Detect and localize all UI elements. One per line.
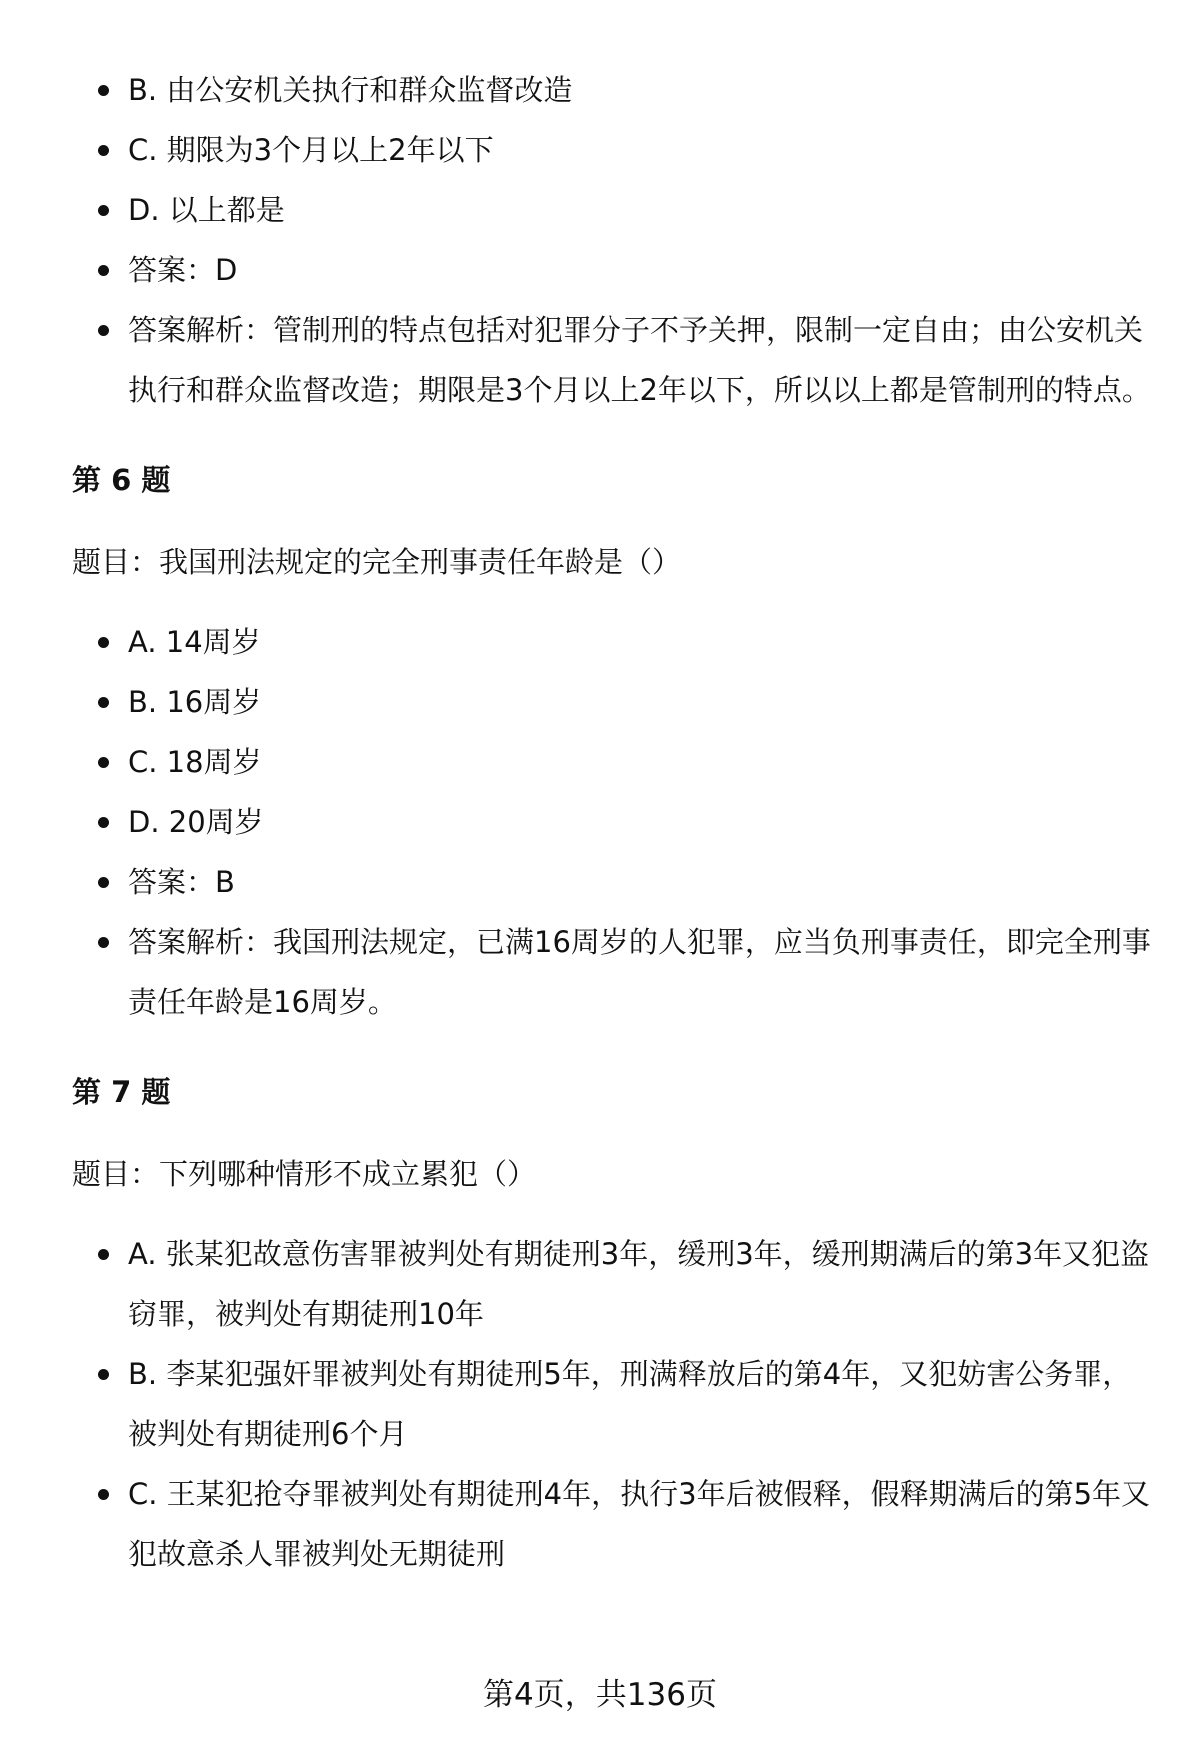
q5-option-c: C. 期限为3个月以上2年以下	[72, 120, 1152, 180]
q7-heading: 第 7 题	[72, 1075, 171, 1109]
q6-option-a: A. 14周岁	[72, 612, 1152, 672]
q6-answer: 答案：B	[72, 852, 1152, 912]
q7-option-b: B. 李某犯强奸罪被判处有期徒刑5年，刑满释放后的第4年，又犯妨害公务罪，被判处有期徒刑6个月	[72, 1344, 1152, 1464]
q7-question: 题目：下列哪种情形不成立累犯（）	[72, 1157, 537, 1191]
q7-option-list	[72, 1224, 1152, 1584]
q7-option-a: A. 张某犯故意伤害罪被判处有期徒刑3年，缓刑3年，缓刑期满后的第3年又犯盗窃罪，被判处有期徒刑10年	[72, 1224, 1152, 1344]
q6-option-d: D. 20周岁	[72, 792, 1152, 852]
page-number-footer: 第4页，共136页	[483, 1677, 717, 1713]
q6-option-list	[72, 612, 1152, 1032]
q6-option-c: C. 18周岁	[72, 732, 1152, 792]
q6-heading: 第 6 题	[72, 463, 171, 497]
q6-option-b: B. 16周岁	[72, 672, 1152, 732]
q5-analysis: 答案解析：管制刑的特点包括对犯罪分子不予关押，限制一定自由；由公安机关执行和群众监督改造；期限是3个月以上2年以下，所以以上都是管制刑的特点。	[72, 300, 1152, 420]
q5-option-d: D. 以上都是	[72, 180, 1152, 240]
q6-question: 题目：我国刑法规定的完全刑事责任年龄是（）	[72, 545, 682, 579]
q5-answer: 答案：D	[72, 240, 1152, 300]
document-page	[72, 60, 1152, 1584]
q7-option-c: C. 王某犯抢夺罪被判处有期徒刑4年，执行3年后被假释，假释期满后的第5年又犯故意杀人罪被判处无期徒刑	[72, 1464, 1152, 1584]
q5-option-list	[72, 60, 1152, 420]
q5-option-b: B. 由公安机关执行和群众监督改造	[72, 60, 1152, 120]
q6-analysis: 答案解析：我国刑法规定，已满16周岁的人犯罪，应当负刑事责任，即完全刑事责任年龄是16周岁。	[72, 912, 1152, 1032]
